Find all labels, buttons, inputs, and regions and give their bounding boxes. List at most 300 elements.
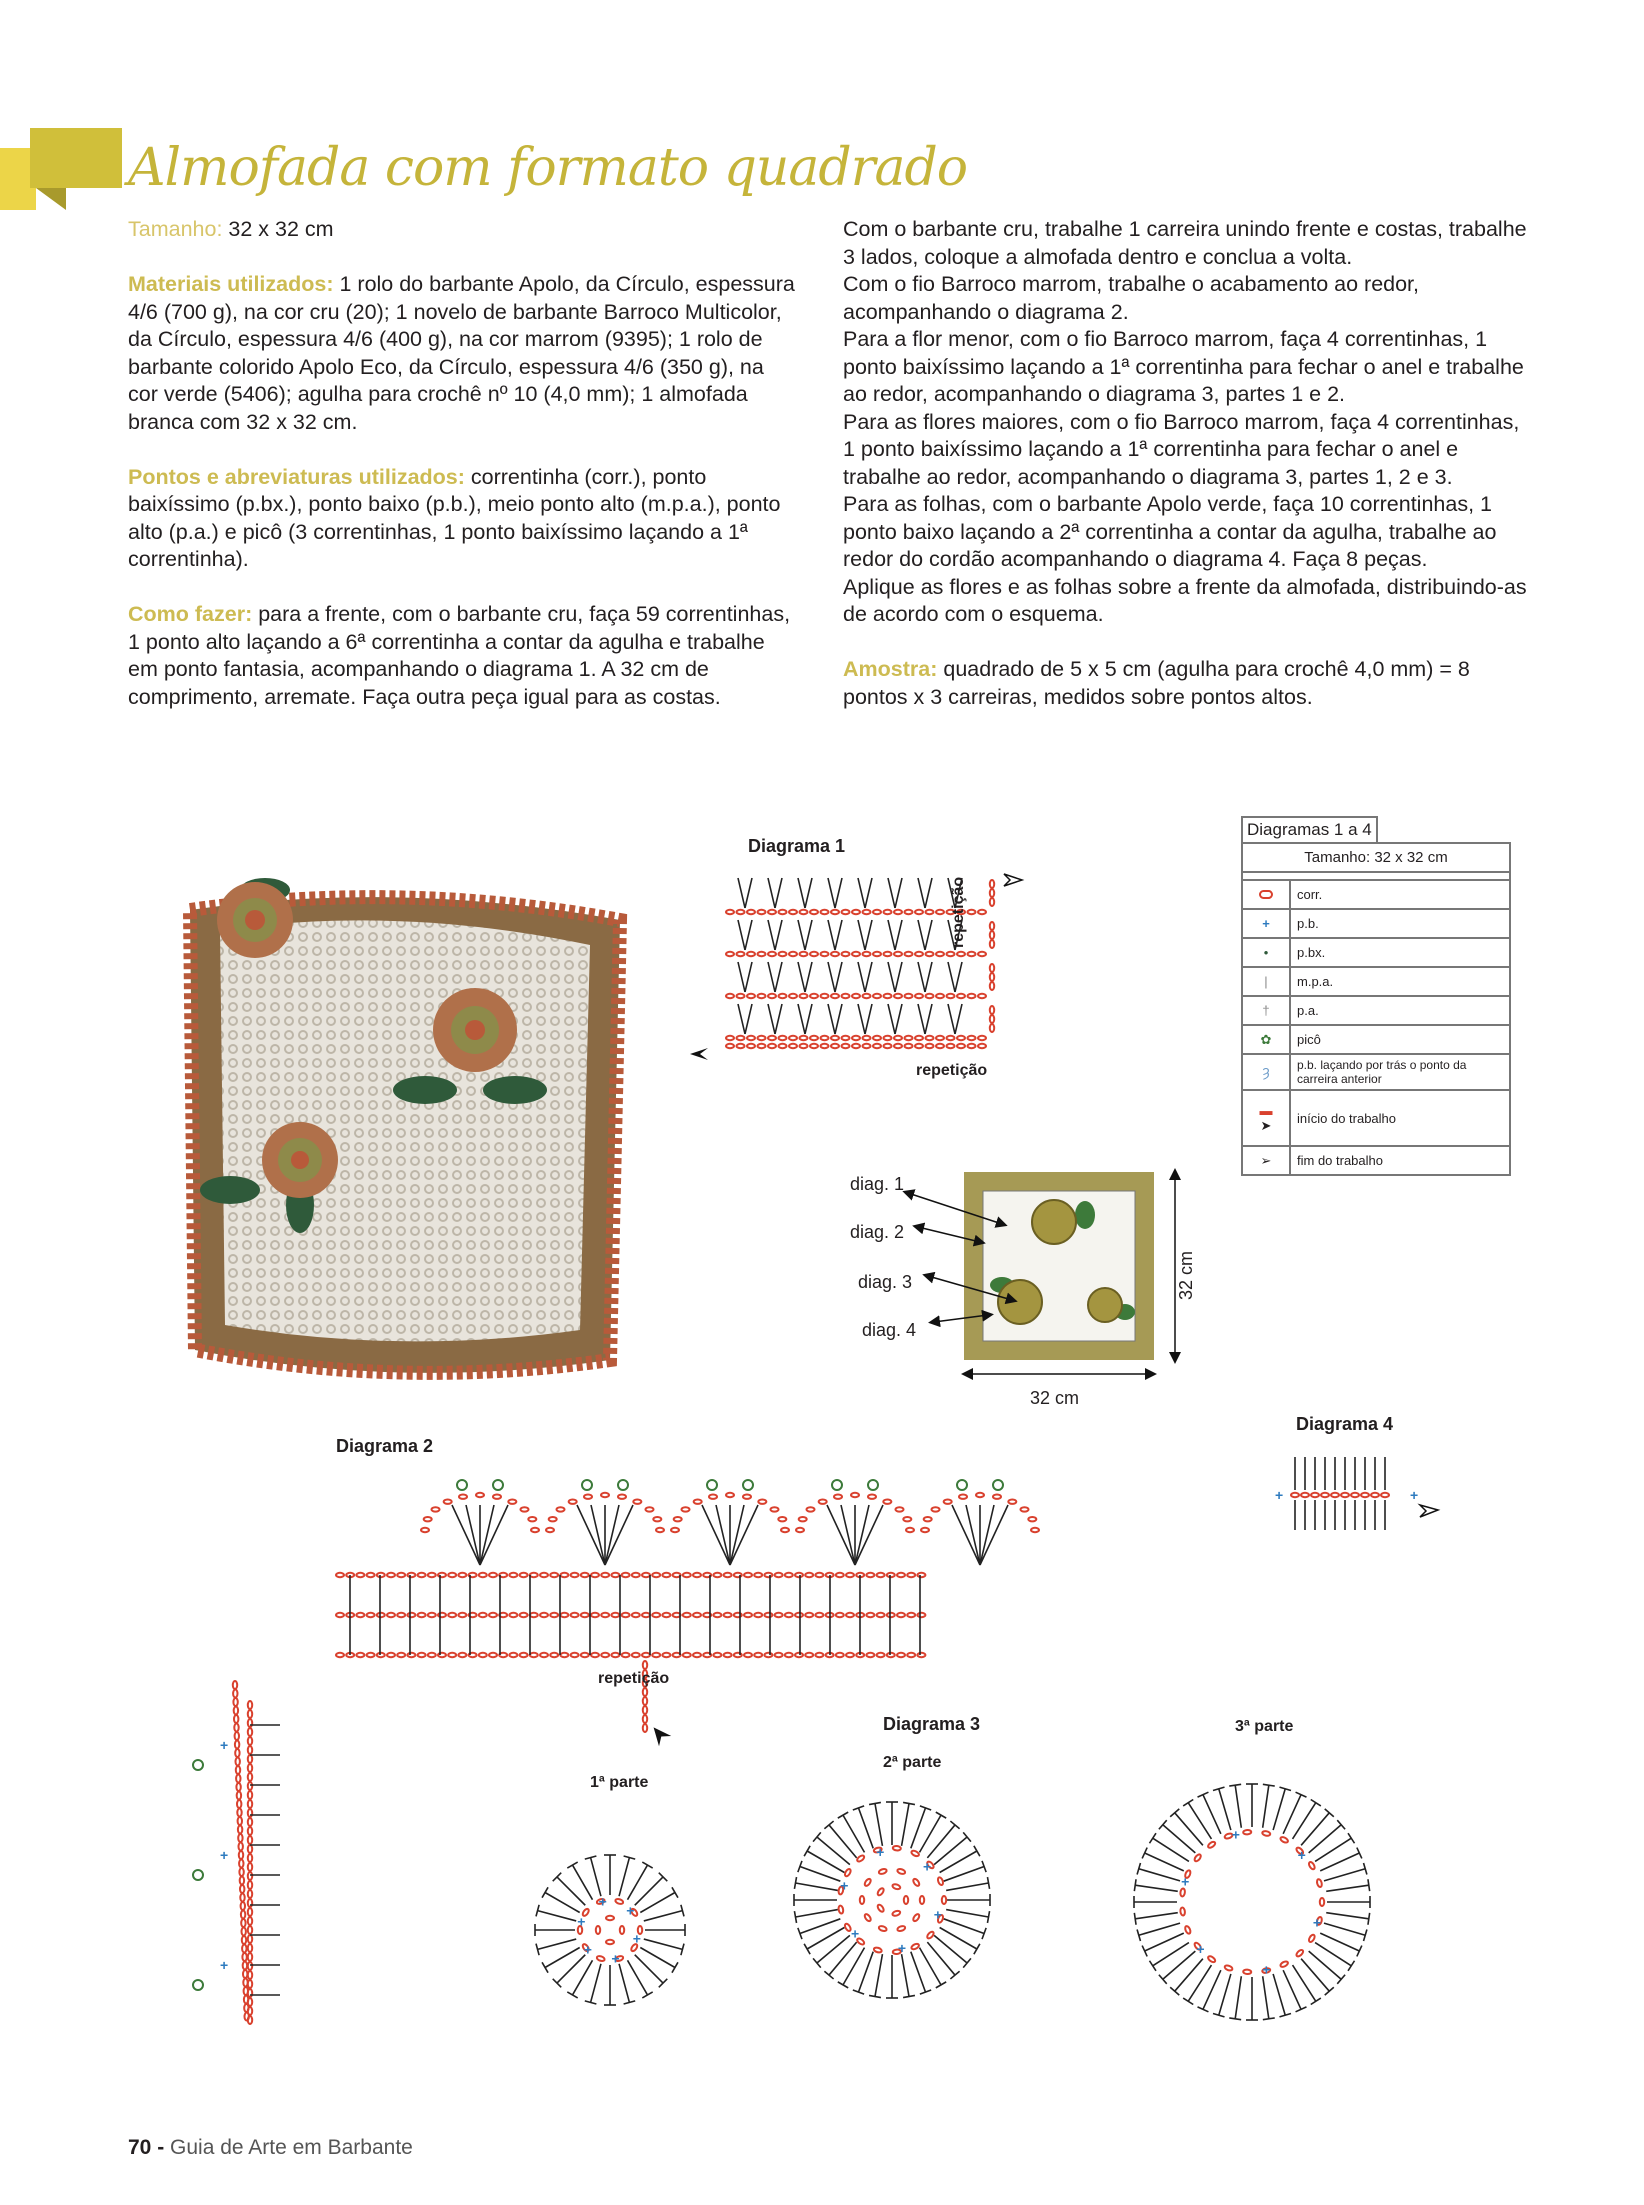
legend-row: ▬ ➤ início do trabalho: [1242, 1090, 1510, 1146]
chain-stitch: [1180, 1907, 1185, 1916]
footer-separator: -: [151, 2136, 171, 2159]
legend-header: Diagramas 1 a 4: [1241, 816, 1378, 842]
chain-stitch: [904, 1896, 908, 1904]
double-crochet-stitch: [865, 1004, 872, 1034]
stitch-top: [1183, 1799, 1193, 1805]
legend-row: [1242, 880, 1510, 909]
chain-stitch: [932, 1507, 940, 1511]
double-crochet-stitch: [1263, 1785, 1269, 1828]
chain-stitch: [235, 1749, 239, 1757]
double-crochet-stitch: [775, 920, 782, 950]
chain-stitch: [557, 1507, 565, 1511]
chain-stitch: [894, 952, 902, 956]
double-crochet-stitch: [775, 1004, 782, 1034]
chain-stitch: [758, 910, 766, 914]
double-crochet-stitch: [800, 1866, 840, 1881]
double-crochet-stitch: [800, 1919, 840, 1934]
chain-stitch: [248, 1971, 252, 1979]
chain-stitch: [795, 1653, 803, 1657]
chain-stitch: [789, 1036, 797, 1040]
chain-stitch: [622, 1613, 630, 1617]
chain-stitch: [795, 1573, 803, 1577]
double-crochet-stitch: [1273, 1789, 1285, 1830]
chain-stitch: [428, 1573, 436, 1577]
stitch-top: [804, 1944, 810, 1954]
chain-stitch: [968, 952, 976, 956]
chain-stitch: [248, 1917, 252, 1925]
chain-stitch: [785, 1653, 793, 1657]
chain-stitch: [571, 1653, 579, 1657]
chain-stitch: [821, 1036, 829, 1040]
chain-stitch: [418, 1573, 426, 1577]
chain-stitch: [662, 1653, 670, 1657]
chain-stitch: [693, 1573, 701, 1577]
double-crochet-stitch: [1219, 1789, 1231, 1830]
double-crochet-stitch: [918, 920, 925, 950]
diagram2-title: Diagrama 2: [336, 1436, 434, 1456]
chain-stitch: [978, 1036, 986, 1040]
stitch-top: [974, 1944, 980, 1954]
chain-stitch: [407, 1613, 415, 1617]
chain-icon: [1259, 890, 1273, 899]
chain-stitch: [915, 952, 923, 956]
diagram1-repeat-label: repetição: [916, 1062, 988, 1079]
double-crochet-stitch: [855, 1505, 869, 1565]
chain-stitch: [831, 1036, 839, 1040]
chain-stitch: [856, 1854, 865, 1862]
chain-stitch: [458, 1653, 466, 1657]
chain-stitch: [596, 1926, 600, 1934]
chain-stitch: [418, 1613, 426, 1617]
chain-stitch: [336, 1653, 344, 1657]
chain-stitch: [936, 1044, 944, 1048]
chain-stitch: [242, 1936, 246, 1944]
chain-stitch: [758, 952, 766, 956]
chain-stitch: [915, 1036, 923, 1040]
chain-stitch: [591, 1573, 599, 1577]
chain-stitch: [652, 1653, 660, 1657]
chain-stitch: [239, 1868, 243, 1876]
chain-stitch: [907, 1613, 915, 1617]
chain-stitch: [897, 1613, 905, 1617]
half-double-icon: |: [1264, 974, 1268, 989]
chain-stitch: [479, 1573, 487, 1577]
double-crochet-stitch: [895, 962, 902, 992]
double-crochet-stitch: [865, 962, 872, 992]
double-crochet-stitch: [1324, 1923, 1365, 1935]
stitch-top: [903, 1802, 915, 1804]
chain-stitch: [884, 910, 892, 914]
chain-stitch: [770, 1507, 778, 1511]
chain-stitch: [863, 1044, 871, 1048]
stitch-top: [1368, 1879, 1370, 1891]
sample-text: quadrado de 5 x 5 cm (agulha para crochê 4,0 mm) = 8 pontos x 3 carreiras, medidos sobre pontos altos.: [843, 657, 1470, 709]
chain-stitch: [852, 1044, 860, 1048]
chain-stitch: [726, 952, 734, 956]
double-crochet-stitch: [805, 1004, 812, 1034]
chain-stitch: [747, 952, 755, 956]
chain-stitch: [236, 1783, 240, 1791]
chain-stitch: [444, 1499, 452, 1503]
chain-stitch: [852, 910, 860, 914]
chain-stitch: [917, 1613, 925, 1617]
schema-label-diag1: diag. 1: [850, 1174, 905, 1194]
stitch-top: [794, 1911, 796, 1923]
chain-stitch: [894, 910, 902, 914]
chain-stitch: [248, 1746, 252, 1754]
chain-stitch: [242, 1945, 246, 1953]
double-crochet-stitch: [855, 1505, 883, 1565]
chain-stitch: [591, 1613, 599, 1617]
chain-stitch: [356, 1653, 364, 1657]
decor-block-dark: [30, 128, 122, 188]
chain-stitch: [978, 994, 986, 998]
chain-stitch: [957, 952, 965, 956]
legend-table: [1241, 842, 1511, 1176]
stitch-top: [974, 1846, 980, 1856]
chain-stitch: [662, 1613, 670, 1617]
single-crochet-stitch: +: [583, 1941, 592, 1958]
chain-stitch: [550, 1613, 558, 1617]
chain-stitch: [779, 910, 787, 914]
chain-stitch: [920, 1896, 924, 1904]
chain-stitch: [569, 1499, 577, 1503]
double-crochet-stitch: [920, 1815, 942, 1852]
single-crochet-stitch: +: [1262, 1961, 1271, 1978]
chain-stitch: [397, 1613, 405, 1617]
chain-stitch: [560, 1573, 568, 1577]
chain-stitch: [726, 1493, 734, 1497]
chain-stitch: [1371, 1493, 1379, 1497]
stitch-top: [1311, 1998, 1321, 2004]
chain-stitch: [915, 910, 923, 914]
chain-stitch: [936, 910, 944, 914]
stitch-top: [838, 1982, 848, 1988]
double-crochet-stitch: [738, 1004, 745, 1034]
single-crochet-stitch: +: [220, 1737, 229, 1753]
single-crochet-stitch: +: [876, 1844, 885, 1861]
double-crochet-stitch: [944, 1919, 984, 1934]
chain-stitch: [248, 1782, 252, 1790]
chain-stitch: [957, 1044, 965, 1048]
chain-stitch: [838, 1905, 844, 1914]
chain-stitch: [656, 1528, 664, 1532]
chain-stitch: [744, 1573, 752, 1577]
chain-stitch: [737, 952, 745, 956]
chain-stitch: [248, 1926, 252, 1934]
double-crochet-stitch: [843, 1948, 865, 1985]
chain-stitch: [615, 1898, 624, 1905]
chain-stitch: [768, 1044, 776, 1048]
chain-stitch: [905, 994, 913, 998]
chain-stitch: [926, 1036, 934, 1040]
double-crochet-stitch: [798, 1004, 805, 1034]
stitch-top: [1348, 1961, 1354, 1971]
picot-stitch: [493, 1480, 503, 1490]
chain-stitch: [448, 1573, 456, 1577]
diagram3-part3-label: 3ª parte: [1235, 1718, 1294, 1735]
chain-stitch: [990, 1024, 994, 1032]
chain-stitch: [1193, 1853, 1201, 1862]
chain-stitch: [693, 1653, 701, 1657]
chain-stitch: [976, 1493, 984, 1497]
chain-stitch: [243, 1970, 247, 1978]
chain-stitch: [1262, 1830, 1271, 1836]
chain-stitch: [892, 1910, 901, 1917]
double-crochet-stitch: [944, 1866, 984, 1881]
chain-stitch: [248, 1962, 252, 1970]
double-crochet-stitch: [888, 878, 895, 908]
chain-stitch: [1308, 1861, 1316, 1870]
chain-stitch: [821, 910, 829, 914]
double-crochet-stitch: [807, 1928, 844, 1950]
schema-height-label: 32 cm: [1176, 1250, 1196, 1300]
double-crochet-stitch: [805, 878, 812, 908]
diagram4-title: Diagrama 4: [1296, 1414, 1394, 1434]
chain-stitch: [1316, 1879, 1322, 1888]
chain-stitch: [785, 1613, 793, 1617]
chain-stitch: [866, 1653, 874, 1657]
chain-stitch: [936, 952, 944, 956]
chain-stitch: [878, 1925, 887, 1932]
chain-stitch: [235, 1732, 239, 1740]
double-crochet-stitch: [948, 1004, 955, 1034]
double-crochet-stitch: [902, 1803, 909, 1845]
chain-stitch: [800, 994, 808, 998]
stitch-top: [1311, 1799, 1321, 1805]
end-arrow-icon: [1420, 1505, 1438, 1517]
diagram3: [490, 1740, 1450, 2100]
chain-stitch: [458, 1613, 466, 1617]
double-crochet-stitch: [946, 1910, 988, 1917]
chain-stitch: [550, 1573, 558, 1577]
chain-stitch: [1031, 1528, 1039, 1532]
chain-stitch: [842, 910, 850, 914]
double-crochet-stitch: [858, 962, 865, 992]
double-crochet-stitch: [1324, 1869, 1365, 1881]
chain-stitch: [846, 1653, 854, 1657]
chain-stitch: [601, 1613, 609, 1617]
picot-stitch: [868, 1480, 878, 1490]
chain-stitch: [747, 1044, 755, 1048]
chain-stitch: [905, 952, 913, 956]
chain-stitch: [713, 1613, 721, 1617]
double-crochet-stitch: [817, 1837, 850, 1865]
stitch-top: [1149, 1833, 1155, 1843]
diagram2-repeat-label: repetição: [598, 1670, 670, 1687]
double-crochet-stitch: [1320, 1933, 1359, 1951]
chain-stitch: [1311, 1493, 1319, 1497]
picot-stitch: [582, 1480, 592, 1490]
double-crochet-stitch: [952, 1505, 980, 1565]
chain-stitch: [448, 1613, 456, 1617]
legend-label: corr.: [1290, 880, 1510, 909]
double-crochet-stitch: [888, 962, 895, 992]
chain-stitch: [540, 1613, 548, 1617]
chain-stitch: [800, 952, 808, 956]
chain-stitch: [831, 910, 839, 914]
chain-stitch: [601, 1493, 609, 1497]
chain-stitch: [1243, 1830, 1251, 1835]
chain-stitch: [421, 1528, 429, 1532]
stitch-top: [672, 1962, 678, 1972]
double-crochet-stitch: [828, 878, 835, 908]
double-crochet-stitch: [841, 1505, 855, 1565]
chain-stitch: [397, 1653, 405, 1657]
chain-stitch: [737, 910, 745, 914]
chain-stitch: [489, 1653, 497, 1657]
picot-stitch: [993, 1480, 1003, 1490]
chain-stitch: [821, 994, 829, 998]
chain-stitch: [683, 1573, 691, 1577]
legend: [1241, 816, 1511, 1176]
chain-stitch: [581, 1573, 589, 1577]
stitch-top: [567, 1992, 577, 1998]
chain-stitch: [795, 1613, 803, 1617]
chain-stitch: [905, 1044, 913, 1048]
chain-stitch: [356, 1573, 364, 1577]
chain-stitch: [968, 1044, 976, 1048]
double-crochet-stitch: [795, 1883, 837, 1890]
single-crochet-stitch: +: [922, 1858, 932, 1875]
chain-stitch: [831, 952, 839, 956]
double-crochet-stitch: [775, 962, 782, 992]
chain-stitch: [990, 889, 994, 897]
chain-stitch: [819, 1499, 827, 1503]
chain-stitch: [520, 1653, 528, 1657]
chain-stitch: [917, 1573, 925, 1577]
chain-stitch: [764, 1573, 772, 1577]
chain-stitch: [990, 1006, 994, 1014]
chain-stitch: [424, 1517, 432, 1521]
stitch-top: [642, 1992, 652, 1998]
stitch-top: [838, 1812, 848, 1818]
chain-stitch: [509, 1573, 517, 1577]
chain-stitch: [978, 1044, 986, 1048]
double-crochet-stitch: [865, 920, 872, 950]
chain-stitch: [407, 1653, 415, 1657]
chain-stitch: [240, 1885, 244, 1893]
chain-stitch: [993, 1495, 1001, 1499]
chain-stitch: [743, 1495, 751, 1499]
chain-stitch: [905, 1036, 913, 1040]
chain-stitch: [509, 1653, 517, 1657]
chain-stitch: [596, 1955, 605, 1962]
chain-stitch: [726, 1044, 734, 1048]
double-crochet-stitch: [946, 1883, 988, 1890]
picot-stitch: [193, 1980, 203, 1990]
double-crochet-stitch: [538, 1939, 577, 1949]
chain-stitch: [493, 1495, 501, 1499]
stitch-top: [903, 1995, 915, 1997]
start-arrow-icon: [690, 1048, 708, 1060]
diagram1: [690, 866, 1030, 1086]
picot-stitch: [618, 1480, 628, 1490]
start-arrow-icon: ▬: [1259, 1102, 1273, 1118]
end-arrow-icon: [1004, 874, 1022, 886]
chain-stitch: [810, 1036, 818, 1040]
double-crochet-stitch: [591, 1858, 601, 1897]
chain-stitch: [530, 1613, 538, 1617]
double-crochet-stitch: [644, 1939, 683, 1949]
chain-stitch: [248, 1764, 252, 1772]
chain-stitch: [810, 910, 818, 914]
chain-stitch: [768, 910, 776, 914]
double-crochet-stitch: [835, 878, 842, 908]
chain-stitch: [903, 1517, 911, 1521]
page-number: 70: [128, 2136, 152, 2159]
chain-stitch: [868, 1495, 876, 1499]
double-crochet-stitch: [605, 1505, 619, 1565]
chain-stitch: [653, 1517, 661, 1521]
chain-stitch: [233, 1690, 237, 1698]
chain-stitch: [990, 880, 994, 888]
chain-stitch: [957, 994, 965, 998]
chain-stitch: [877, 1573, 885, 1577]
chain-stitch: [747, 994, 755, 998]
chain-stitch: [248, 1710, 252, 1718]
chain-stitch: [248, 1791, 252, 1799]
chain-stitch: [768, 994, 776, 998]
chain-stitch: [842, 952, 850, 956]
chain-stitch: [785, 1573, 793, 1577]
chain-stitch: [356, 1613, 364, 1617]
double-crochet-stitch: [1326, 1913, 1369, 1919]
chain-stitch: [367, 1653, 375, 1657]
chain-stitch: [852, 1036, 860, 1040]
double-crochet-stitch: [538, 1911, 577, 1921]
chain-stitch: [815, 1653, 823, 1657]
chain-stitch: [1331, 1493, 1339, 1497]
chain-stitch: [642, 1573, 650, 1577]
chain-stitch: [737, 1036, 745, 1040]
chain-stitch: [905, 910, 913, 914]
flower-top-left: [217, 878, 293, 958]
chain-stitch: [546, 1528, 554, 1532]
materials-label: Materiais utilizados:: [128, 272, 334, 296]
stitch-top: [1229, 1784, 1241, 1786]
picot-stitch: [832, 1480, 842, 1490]
chain-stitch: [789, 994, 797, 998]
chain-stitch: [248, 1953, 252, 1961]
chain-stitch: [528, 1517, 536, 1521]
single-crochet-stitch: +: [851, 1925, 860, 1942]
chain-stitch: [836, 1573, 844, 1577]
chain-stitch: [796, 1528, 804, 1532]
double-crochet-stitch: [795, 1910, 837, 1917]
slip-stitch-icon: •: [1263, 945, 1269, 960]
chain-stitch: [241, 1911, 245, 1919]
chain-stitch: [652, 1573, 660, 1577]
chain-stitch: [895, 1507, 903, 1511]
decor-fold: [36, 188, 66, 210]
chain-stitch: [831, 1044, 839, 1048]
chain-stitch: [959, 1495, 967, 1499]
legend-label: picô: [1290, 1025, 1510, 1054]
chain-stitch: [926, 994, 934, 998]
chain-stitch: [873, 1036, 881, 1040]
double-crochet-stitch: [895, 878, 902, 908]
chain-stitch: [754, 1573, 762, 1577]
legend-row: [1242, 967, 1510, 996]
diagram3-part1-label: 1ª parte: [590, 1774, 649, 1791]
chain-stitch: [336, 1613, 344, 1617]
chain-stitch: [754, 1613, 762, 1617]
chain-stitch: [643, 1715, 647, 1723]
stitch-top: [936, 1812, 946, 1818]
chain-stitch: [747, 1036, 755, 1040]
chain-stitch: [912, 1913, 920, 1922]
